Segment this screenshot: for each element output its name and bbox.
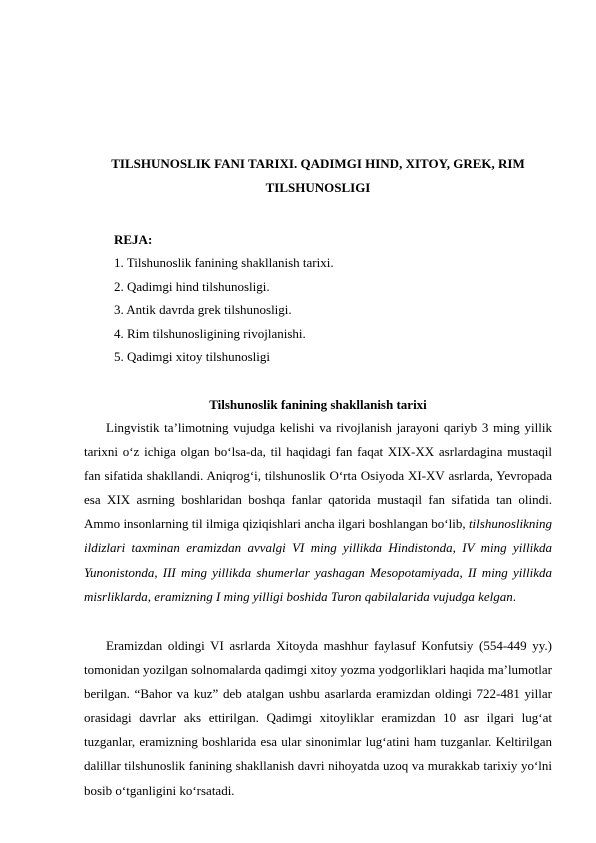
title-line-1: TILSHUNOSLIK FANI TARIXI. QADIMGI HIND, XITOY, GREK, RIM <box>111 156 525 171</box>
paragraph-2: Eramizdan oldingi VI asrlarda Xitoyda mashhur faylasuf Konfutsiy (554-449 yy.) tomonidan yozilgan solnomalarda qadimgi xitoy yozma yodgorliklari haqida ma’lumotlar berilgan. “Bahor va kuz” deb atalgan ushbu asarlarda eramizdan oldingi 722-481 yillar orasidagi davrlar aks ettirilgan. Qadimgi xitoyliklar eramizdan 10 asr ilgari lug‘at tuzganlar, eramizning boshlarida esa ular sinonimlar lug‘atini ham tuzganlar. Keltirilgan dalillar tilshunoslik fanining shakllanish davri nihoyatda uzoq va murakkab tarixiy yo‘lni bosib o‘tganligini ko‘rsatadi. <box>84 638 552 798</box>
paragraph-1-end: . <box>512 588 517 604</box>
paragraph-1-italic-text: tilshunoslikning ildizlari taxminan eramizdan avvalgi VI ming yillikda Hindistonda, IV ming yillikda Yunonistonda, III ming yillikda shumerlar yashagan Mesopotamiyada, II ming yillikda misrliklarda, eramizning I ming yilligi boshida Turon qabilalarida vujudga kelgan <box>84 516 552 604</box>
title-line-2: TILSHUNOSLIGI <box>265 180 371 195</box>
plan-item: 4. Rim tilshunosligining rivojlanishi. <box>114 325 306 341</box>
paragraph-1 <box>84 416 552 609</box>
plan-list <box>114 228 334 368</box>
plan-item: 1. Tilshunoslik fanining shakllanish tarixi. <box>114 255 334 271</box>
document-title <box>84 152 552 200</box>
plan-item: 2. Qadimgi hind tilshunosligi. <box>114 278 270 294</box>
plan-item: 3. Antik davrda grek tilshunosligi. <box>114 302 292 318</box>
plan-item: 5. Qadimgi xitoy tilshunosligi <box>114 349 271 365</box>
section-title: Tilshunoslik fanining shakllanish tarixi <box>209 397 427 412</box>
paragraph-1-text: Lingvistik ta’limotning vujudga kelishi va rivojlanish jarayoni qariyb 3 ming yillik tarixni o‘z ichiga olgan bo‘lsa-da, til haqidagi fan faqat XIX-XX asrlardagina mustaqil fan sifatida shakllandi. Aniqrog‘i, tilshunoslik O‘rta Osiyoda XI-XV asrlarda, Yevropada esa XIX asrning boshlaridan boshqa fanlar qatorida mustaqil fan sifatida tan olindi. Ammo insonlarning til ilmiga qiziqishlari ancha ilgari boshlangan bo‘lib, <box>84 420 552 532</box>
plan-heading: REJA: <box>114 232 153 247</box>
